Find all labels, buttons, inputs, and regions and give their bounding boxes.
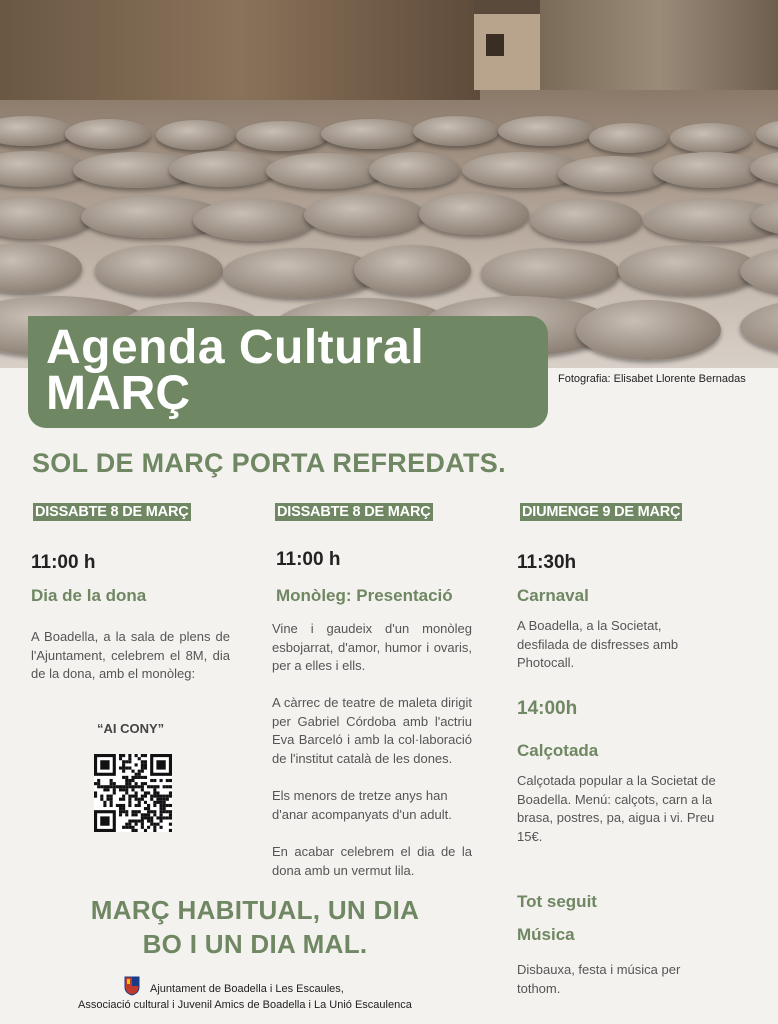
cobblestone [156, 120, 237, 150]
cobblestone [413, 116, 499, 146]
proverb-bottom-line1: MARÇ HABITUAL, UN DIA [90, 895, 420, 925]
page-subtitle-month: MARÇ [46, 367, 190, 420]
house [474, 0, 544, 90]
cobblestone [670, 123, 752, 153]
event-age-note: Els menors de tretze anys han d'anar acompanyats d'un adult. [272, 788, 452, 822]
cobblestone [618, 245, 758, 295]
footer-organizers-1: Ajuntament de Boadella i Les Escaules, [150, 983, 344, 995]
event-title: Monòleg: Presentació [276, 586, 453, 605]
stone-wall-right [540, 0, 778, 90]
event-description: Vine i gaudeix d'un monòleg esbojarrat, d'amor, humor i ovaris, per a elles i ells. [272, 621, 472, 674]
cobblestone [0, 243, 82, 293]
proverb-top: SOL DE MARÇ PORTA REFREDATS. [32, 448, 506, 478]
cobblestone [236, 121, 328, 151]
cobblestone [369, 152, 460, 188]
cobblestone [0, 116, 74, 146]
event-date: DISSABTE 8 DE MARÇ [277, 504, 431, 520]
cobblestone [530, 199, 642, 241]
event-time: 11:30h [517, 552, 577, 573]
event-closing-note: En acabar celebrem el dia de la dona amb un vermut lila. [272, 844, 472, 878]
event-description-3: Disbauxa, festa i música per tothom. [517, 962, 681, 996]
monologue-title: “AI CONY” [97, 721, 165, 736]
event-credits: A càrrec de teatre de maleta dirigit per Gabriel Córdoba amb l'actriu Eva Barceló i amb la col·laboració de l'institut català de les dones. [272, 695, 472, 767]
event-title: Dia de la dona [31, 586, 147, 605]
cobblestone [589, 123, 669, 153]
cobblestone [304, 194, 424, 236]
cobblestone [65, 119, 151, 149]
cobblestone [169, 151, 278, 187]
cobblestone [756, 119, 778, 149]
footer-organizers-2: Associació cultural i Juvenil Amics de Boadella i La Unió Escaulenca [78, 999, 412, 1011]
cobblestone [481, 248, 621, 298]
cobblestone [95, 245, 223, 295]
event-description: A Boadella, a la Societat, desfilada de disfresses amb Photocall. [517, 618, 679, 671]
event-title-3: Tot seguit [517, 892, 597, 911]
event-title-2: Calçotada [517, 741, 599, 760]
event-date: DIUMENGE 9 DE MARÇ [522, 504, 681, 520]
proverb-bottom-line2: BO I UN DIA MAL. [142, 929, 368, 959]
cobblestone [498, 116, 595, 146]
proverb-bottom [30, 893, 480, 961]
cobblestone [354, 245, 471, 295]
cobblestone [0, 197, 92, 239]
cobblestone [740, 246, 778, 296]
cobblestone [193, 199, 315, 241]
photo-credit: Fotografia: Elisabet Llorente Bernadas [558, 373, 746, 385]
cobblestone [740, 297, 778, 357]
hero-photo [0, 0, 778, 368]
event-title-4: Música [517, 925, 575, 944]
page-title: Agenda Cultural [46, 321, 425, 374]
event-title: Carnaval [517, 586, 589, 605]
coat-of-arms-icon [124, 976, 140, 996]
event-time: 11:00 h [276, 549, 341, 570]
qr-code-icon[interactable] [94, 754, 172, 832]
event-date: DISSABTE 8 DE MARÇ [35, 504, 189, 520]
cobblestone [653, 152, 766, 188]
cobblestone [576, 300, 721, 360]
title-banner [28, 316, 548, 428]
stone-wall [0, 0, 480, 100]
cobblestone [321, 119, 422, 149]
event-description: A Boadella, a la sala de plens de l'Ajuntament, celebrem el 8M, dia de la dona, amb el monòleg: [31, 629, 230, 682]
event-time-2: 14:00h [517, 698, 578, 719]
event-time: 11:00 h [31, 552, 96, 573]
event-description-2: Calçotada popular a la Societat de Boadella. Menú: calçots, carn a la brasa, postres, pa, aigua i vi. Preu 15€. [517, 773, 716, 845]
cobblestone [266, 153, 384, 189]
cobblestone [558, 156, 669, 192]
cobblestone [419, 193, 530, 235]
